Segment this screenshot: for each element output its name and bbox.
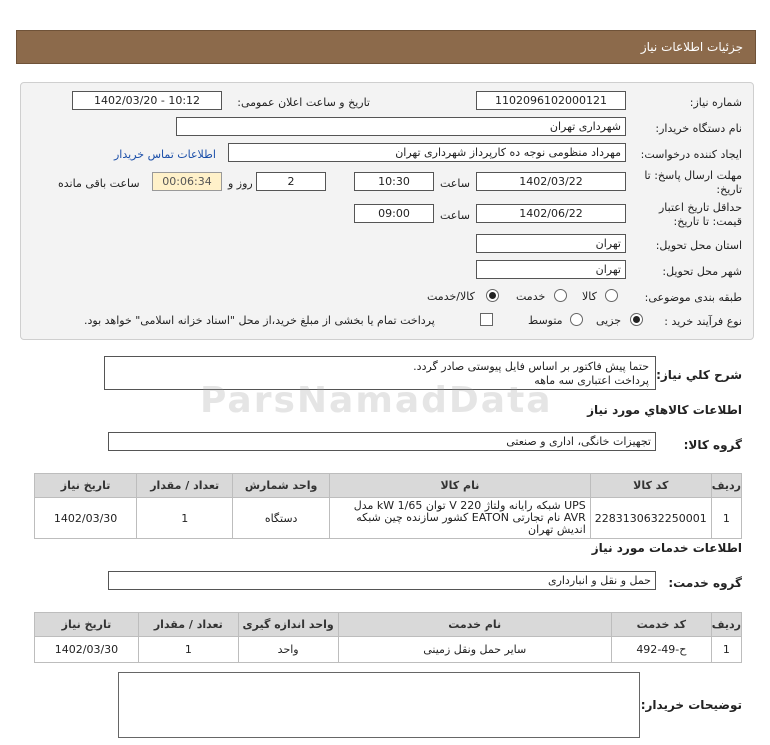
requester-label: ایجاد کننده درخواست: (640, 148, 742, 161)
validity-date-field: 1402/06/22 (476, 204, 626, 223)
col-code: کد کالا (590, 474, 711, 498)
goods-table (34, 473, 742, 539)
goods-section-title: اطلاعات کالاهاي مورد نياز (587, 403, 742, 417)
category-goods-radio[interactable] (605, 289, 618, 302)
col-unit: واحد شمارش (233, 474, 330, 498)
days-label: روز و (228, 177, 253, 190)
general-desc-line-2: پرداخت اعتباری سه ماهه (534, 374, 649, 387)
buyer-org-field: شهرداری تهران (176, 117, 626, 136)
goods-row-index: 1 (711, 498, 741, 539)
service-qty: 1 (138, 637, 238, 663)
general-desc-label: شرح کلي نياز: (656, 368, 742, 382)
col-qty: تعداد / مقدار (138, 613, 238, 637)
col-row: ردیف (711, 474, 741, 498)
process-medium-label: متوسط (528, 314, 563, 327)
category-service-radio[interactable] (554, 289, 567, 302)
province-label: استان محل تحویل: (655, 239, 742, 252)
process-label: نوع فرآیند خرید : (664, 315, 742, 328)
validity-label: حداقل تاریخ اعتبار (658, 201, 742, 214)
process-medium-radio[interactable] (570, 313, 583, 326)
deadline-time-label: ساعت (440, 177, 470, 190)
service-code: ح-49-492 (611, 637, 711, 663)
goods-group-field: تجهیزات خانگی، اداری و صنعتی (108, 432, 656, 451)
treasury-checkbox[interactable] (480, 313, 493, 326)
col-name: نام کالا (330, 474, 591, 498)
category-goods-service-radio[interactable] (486, 289, 499, 302)
watermark: ParsNamadData (200, 380, 553, 421)
col-row: ردیف (711, 613, 741, 637)
province-field: تهران (476, 234, 626, 253)
category-service-label: خدمت (516, 290, 546, 303)
goods-group-label: گروه کالا: (683, 438, 742, 452)
category-goods-service-label: کالا/خدمت (427, 290, 475, 303)
validity-time-label: ساعت (440, 209, 470, 222)
category-label: طبقه بندی موضوعی: (644, 291, 742, 304)
services-group-field: حمل و نقل و انبارداری (108, 571, 656, 590)
announce-label: تاریخ و ساعت اعلان عمومی: (237, 96, 370, 109)
page-header (16, 30, 756, 64)
need-number-label: شماره نیاز: (689, 96, 742, 109)
goods-unit: دستگاه (233, 498, 330, 539)
city-field: تهران (476, 260, 626, 279)
deadline-label: مهلت ارسال پاسخ: تا (644, 169, 742, 182)
deadline-label-date: تاریخ: (716, 183, 742, 196)
goods-code: 2283130632250001 (590, 498, 711, 539)
services-table (34, 612, 742, 663)
process-minor-radio[interactable] (630, 313, 643, 326)
need-number-field: 1102096102000121 (476, 91, 626, 110)
col-qty: تعداد / مقدار (137, 474, 233, 498)
services-table-header (35, 613, 742, 637)
treasury-note: پرداخت تمام یا بخشی از مبلغ خرید،از محل "اسناد خزانه اسلامی" خواهد بود. (84, 314, 435, 327)
validity-time-field: 09:00 (354, 204, 434, 223)
remaining-label: ساعت باقی مانده (58, 177, 140, 190)
table-row (35, 637, 742, 663)
services-section-title: اطلاعات خدمات مورد نياز (591, 541, 742, 555)
col-date: تاریخ نیاز (35, 474, 137, 498)
col-date: تاریخ نیاز (35, 613, 139, 637)
validity-label-date: قیمت: تا تاریخ: (673, 215, 742, 228)
announce-field: 1402/03/20 - 10:12 (72, 91, 222, 110)
city-label: شهر محل تحویل: (662, 265, 742, 278)
process-minor-label: جزیی (596, 314, 622, 327)
days-field: 2 (256, 172, 326, 191)
service-name: سایر حمل ونقل زمینی (338, 637, 611, 663)
service-date: 1402/03/30 (35, 637, 139, 663)
buyer-notes-box (118, 672, 640, 738)
table-row (35, 498, 742, 539)
goods-table-header (35, 474, 742, 498)
deadline-time-field: 10:30 (354, 172, 434, 191)
general-desc-line-1: حتما پیش فاکتور بر اساس فایل پیوستی صادر گردد. (413, 360, 649, 373)
services-group-label: گروه خدمت: (668, 576, 742, 590)
remaining-time: 00:06:34 (152, 172, 222, 191)
requester-field: مهرداد منظومی نوجه ده کارپرداز شهرداری تهران (228, 143, 626, 162)
service-unit: واحد (238, 637, 338, 663)
col-unit: واحد اندازه گیری (238, 613, 338, 637)
buyer-notes-label: توضیحات خریدار: (640, 698, 742, 712)
buyer-org-label: نام دستگاه خریدار: (655, 122, 742, 135)
page-title: جزئیات اطلاعات نیاز (640, 40, 743, 54)
col-name: نام خدمت (338, 613, 611, 637)
buyer-contact-link[interactable]: اطلاعات تماس خریدار (114, 148, 216, 161)
col-code: کد خدمت (611, 613, 711, 637)
goods-qty: 1 (137, 498, 233, 539)
goods-date: 1402/03/30 (35, 498, 137, 539)
category-goods-label: کالا (582, 290, 597, 303)
deadline-date-field: 1402/03/22 (476, 172, 626, 191)
service-row-index: 1 (711, 637, 741, 663)
goods-name: UPS شبکه رایانه ولتاژ 220 V توان 1/65 kW مدل AVR نام تجارتی EATON کشور سازنده چین شبکه اندیش تهران (330, 498, 591, 539)
